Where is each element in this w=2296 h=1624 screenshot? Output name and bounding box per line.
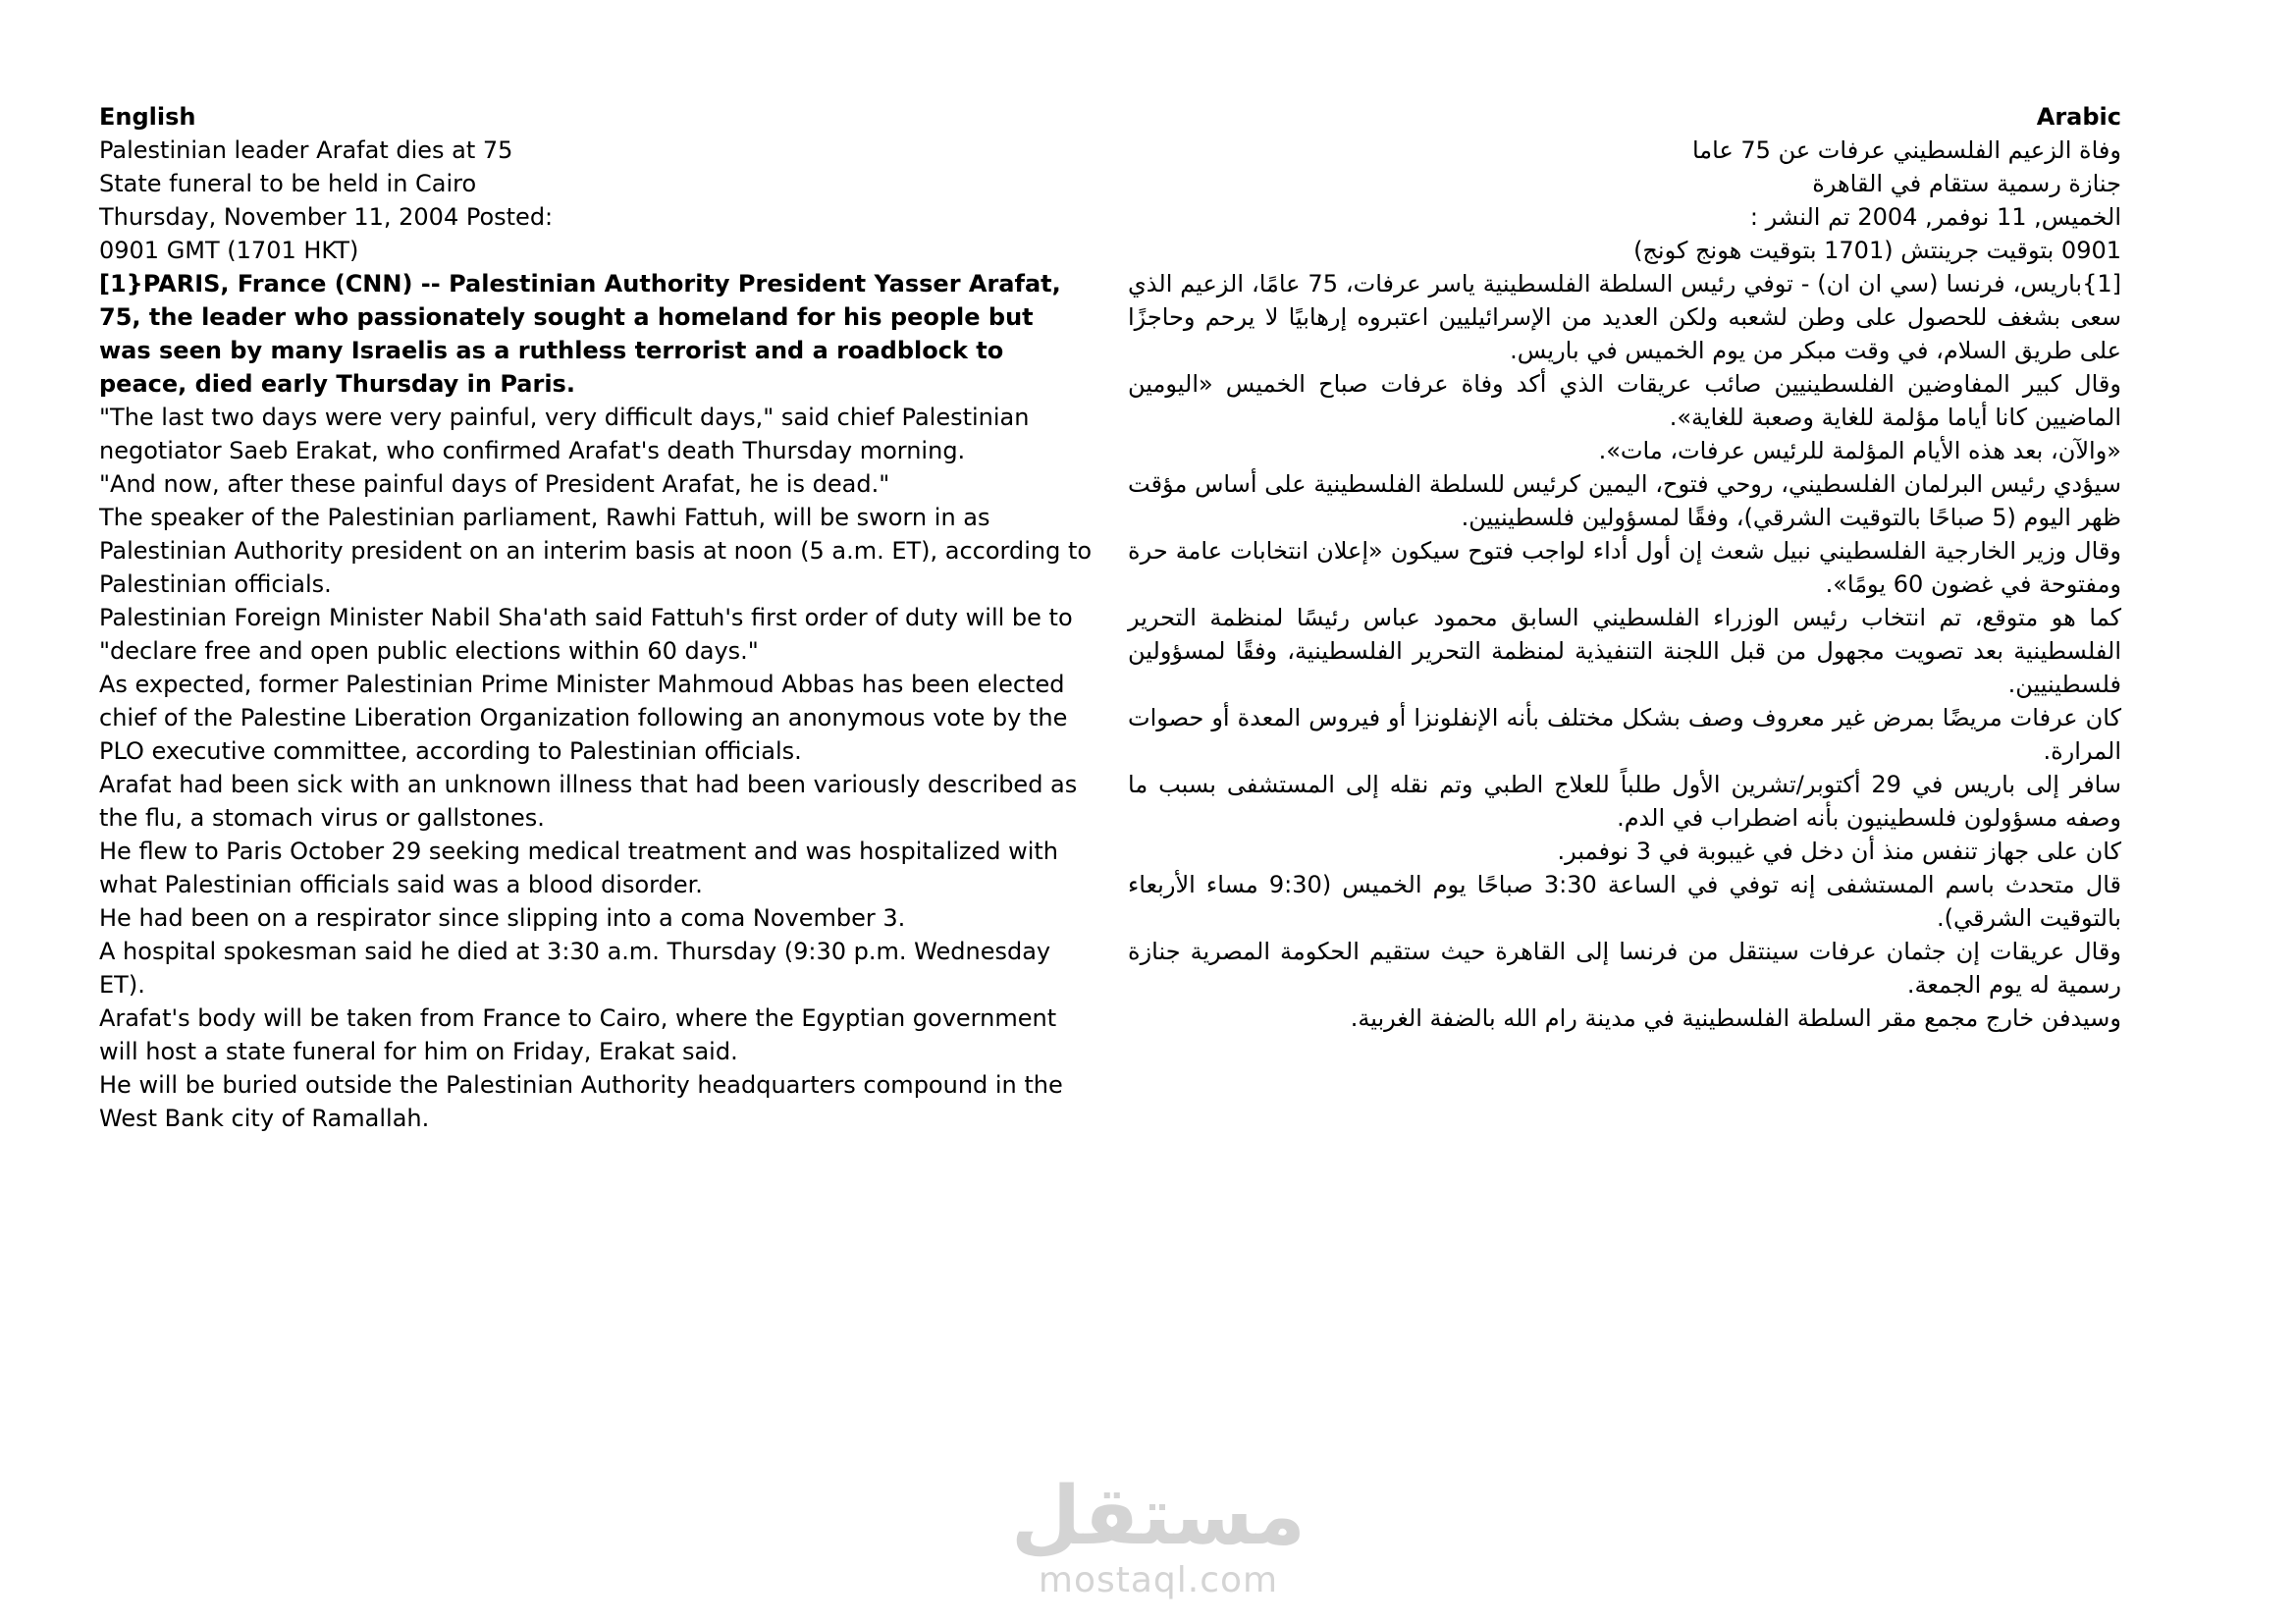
- english-paragraph: The speaker of the Palestinian parliament, Rawhi Fattuh, will be sworn in as Palestinian Authority president on an interim basis at noon (5 a.m. ET), according to Palestinian officials.: [99, 504, 1093, 598]
- english-paragraph: Arafat had been sick with an unknown illness that had been variously described as the flu, a stomach virus or gallstones.: [99, 771, 1078, 832]
- arabic-paragraph: الخميس, 11 نوفمر, 2004 تم النشر :: [1749, 203, 2121, 231]
- english-paragraph: 0901 GMT (1701 HKT): [99, 237, 359, 264]
- arabic-heading: Arabic: [2036, 103, 2121, 131]
- arabic-paragraph: وقال وزير الخارجية الفلسطيني نبيل شعث إن أول أداء لواجب فتوح سيكون «إعلان انتخابات عامة حرة ومفتوحة في غضون 60 يومًا».: [1128, 537, 2121, 598]
- english-paragraph: He flew to Paris October 29 seeking medical treatment and was hospitalized with what Palestinian officials said was a blood disorder.: [99, 838, 1059, 898]
- english-paragraph: He will be buried outside the Palestinian Authority headquarters compound in the West Bank city of Ramallah.: [99, 1071, 1063, 1132]
- english-paragraph: "And now, after these painful days of President Arafat, he is dead.": [99, 470, 890, 498]
- english-paragraph: He had been on a respirator since slipping into a coma November 3.: [99, 904, 906, 932]
- arabic-paragraph: [1}باريس، فرنسا (سي ان ان) - توفي رئيس السلطة الفلسطينية ياسر عرفات، 75 عامًا، الزعيم الذي سعى بشغف للحصول على وطن لشعبه ولكن العديد من الإسرائيليين اعتبروه إرهابيًا لا يرحم وحاجزًا على طريق السلام، في وقت مبكر من يوم الخميس في باريس.: [1128, 270, 2122, 364]
- arabic-paragraph: 0901 بتوقيت جرينتش (1701 بتوقيت هونج كونج): [1633, 237, 2121, 264]
- mostaql-watermark: [1011, 1470, 1306, 1600]
- english-paragraph: "The last two days were very painful, very difficult days," said chief Palestinian negotiator Saeb Erakat, who confirmed Arafat's death Thursday morning.: [99, 404, 1030, 464]
- arabic-paragraph: وقال كبير المفاوضين الفلسطينيين صائب عريقات الذي أكد وفاة عرفات صباح الخميس «اليومين الماضيين كانا أياما مؤلمة للغاية وصعبة للغاية».: [1128, 370, 2121, 431]
- english-paragraph: State funeral to be held in Cairo: [99, 170, 477, 197]
- watermark-latin-text: mostaql.com: [1038, 1560, 1279, 1600]
- arabic-column: [1128, 100, 2121, 1135]
- english-paragraph: Palestinian Foreign Minister Nabil Sha'ath said Fattuh's first order of duty will be to "declare free and open public elections within 60 days.": [99, 604, 1073, 665]
- english-heading: English: [99, 103, 196, 131]
- arabic-paragraph: سافر إلى باريس في 29 أكتوبر/تشرين الأول طلباً للعلاج الطبي وتم نقله إلى المستشفى بسبب ما وصفه مسؤولون فلسطينيون بأنه اضطراب في الدم.: [1128, 771, 2121, 832]
- arabic-paragraph: قال متحدث باسم المستشفى إنه توفي في الساعة 3:30 صباحًا يوم الخميس (9:30 مساء الأربعاء بالتوقيت الشرقي).: [1128, 871, 2121, 932]
- english-paragraph: Palestinian leader Arafat dies at 75: [99, 136, 513, 164]
- arabic-paragraph: وسيدفن خارج مجمع مقر السلطة الفلسطينية في مدينة رام الله بالضفة الغربية.: [1350, 1004, 2121, 1032]
- arabic-paragraph: سيؤدي رئيس البرلمان الفلسطيني، روحي فتوح، اليمين كرئيس للسلطة الفلسطينية على أساس مؤقت ظهر اليوم (5 صباحًا بالتوقيت الشرقي)، وفقًا لمسؤولين فلسطينيين.: [1128, 470, 2121, 531]
- english-paragraph: Arafat's body will be taken from France to Cairo, where the Egyptian government will host a state funeral for him on Friday, Erakat said.: [99, 1004, 1057, 1065]
- arabic-paragraph: جنازة رسمية ستقام في القاهرة: [1812, 170, 2121, 197]
- english-column: [99, 100, 1093, 1135]
- arabic-paragraph: كان عرفات مريضًا بمرض غير معروف وصف بشكل مختلف بأنه الإنفلونزا أو فيروس المعدة أو حصوات المرارة.: [1128, 704, 2121, 765]
- english-paragraph: As expected, former Palestinian Prime Minister Mahmoud Abbas has been elected chief of the Palestine Liberation Organization following an anonymous vote by the PLO executive committee, according to Palestinian officials.: [99, 671, 1068, 765]
- arabic-paragraph: وقال عريقات إن جثمان عرفات سينتقل من فرنسا إلى القاهرة حيث ستقيم الحكومة المصرية جنازة رسمية له يوم الجمعة.: [1128, 938, 2121, 999]
- arabic-paragraph: وفاة الزعيم الفلسطيني عرفات عن 75 عاما: [1691, 136, 2121, 164]
- arabic-paragraphs: [1128, 134, 2121, 1035]
- arabic-paragraph: «والآن، بعد هذه الأيام المؤلمة للرئيس عرفات، مات».: [1598, 437, 2121, 464]
- english-paragraph: A hospital spokesman said he died at 3:30 a.m. Thursday (9:30 p.m. Wednesday ET).: [99, 938, 1051, 999]
- watermark-arabic-logo: مستقل: [1011, 1470, 1306, 1563]
- bilingual-document: [99, 100, 2121, 1135]
- arabic-paragraph: كما هو متوقع، تم انتخاب رئيس الوزراء الفلسطيني السابق محمود عباس رئيسًا لمنظمة التحرير الفلسطينية بعد تصويت مجهول من قبل اللجنة التنفيذية لمنظمة التحرير الفلسطينية، وفقًا لمسؤولين فلسطينيين.: [1128, 604, 2121, 698]
- english-paragraph: Thursday, November 11, 2004 Posted:: [99, 203, 554, 231]
- english-paragraphs: [99, 134, 1093, 1135]
- english-paragraph: [1}PARIS, France (CNN) -- Palestinian Authority President Yasser Arafat, 75, the leader who passionately sought a homeland for his people but was seen by many Israelis as a ruthless terrorist and a roadblock to peace, died early Thursday in Paris.: [99, 270, 1061, 398]
- arabic-paragraph: كان على جهاز تنفس منذ أن دخل في غيبوبة في 3 نوفمبر.: [1557, 838, 2121, 865]
